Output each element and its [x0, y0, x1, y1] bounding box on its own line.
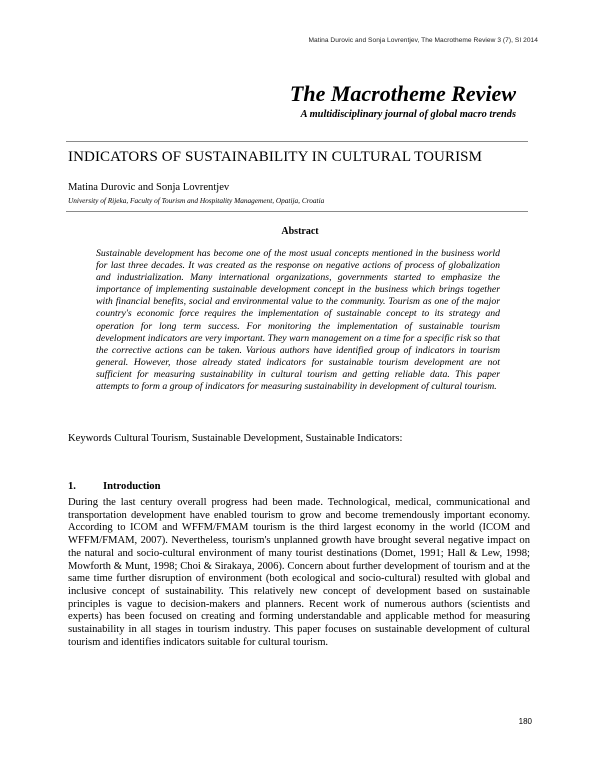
section-title: Introduction [103, 481, 161, 492]
journal-subtitle: A multidisciplinary journal of global macro trends [300, 109, 516, 120]
section-heading [68, 481, 161, 492]
running-head: Matina Durovic and Sonja Lovrentjev, The Macrotheme Review 3 (7), SI 2014 [308, 37, 538, 44]
abstract-body: Sustainable development has become one of the most usual concepts mentioned in the business world for last three decades. It was created as the response on negative actions of process of globalization and industrialization. Many international organizations, governments started to emphasize the importance of implementing sustainable development concept in the business which brings together with financial benefits, social and environmental value to the community. Tourism as one of the major country's economic force requires the implementation of sustainable concept to its strategy and operation for long term success. For monitoring the implementation of sustainable tourism development indicators are very important. They warn management on a time for a specific risk so that the corrective actions can be taken. Various authors have identified group of indicators in tourism general. However, those already stated indicators for sustainable tourism development are not sufficient for measuring sustainability in cultural tourism and getting reliable data. This paper attempts to form a group of indicators for measuring sustainability in development of cultural tourism. [96, 248, 500, 393]
journal-title: The Macrotheme Review [289, 81, 516, 106]
affiliation: University of Rijeka, Faculty of Tourism and Hospitality Management, Opatija, Croatia [68, 196, 325, 205]
paper-title: INDICATORS OF SUSTAINABILITY IN CULTURAL TOURISM [68, 149, 483, 165]
introduction-body: During the last century overall progress had been made. Technological, medical, communicational and transportation development have enabled tourism to grow and become tremendously important economy. According to ICOM and WFFM/FMAM tourism is the third largest economy in the world (ICOM and WFFM/FMAM, 2007). Nevertheless, tourism's unplanned growth have brought several negative impact on the natural and socio-cultural environment of many tourist destinations (Domet, 1991; Hall & Lew, 1998; Mowforth & Munt, 1998; Choi & Sirakaya, 2006). Concern about further development of tourism and at the same time further disruption of environment (both ecological and socio-cultural) resulted with global and inclusive concept of sustainability. This relatively new concept of development based on sustainable principles is vague to decision-makers and planners. Recent work of numerous authors (scientists and experts) has been focused on creating and forming understandable and applicable method for measuring sustainability in all stages in tourism industry. This paper focuses on sustainable development of cultural tourism and identifies indicators suitable for cultural tourism. [68, 497, 530, 648]
authors: Matina Durovic and Sonja Lovrentjev [68, 182, 230, 193]
keywords: Keywords Cultural Tourism, Sustainable Development, Sustainable Indicators: [68, 433, 403, 444]
top-divider [66, 141, 528, 142]
abstract-heading: Abstract [281, 226, 319, 237]
page-number: 180 [518, 717, 532, 726]
section-number: 1. [68, 481, 76, 492]
bottom-divider [66, 211, 528, 212]
